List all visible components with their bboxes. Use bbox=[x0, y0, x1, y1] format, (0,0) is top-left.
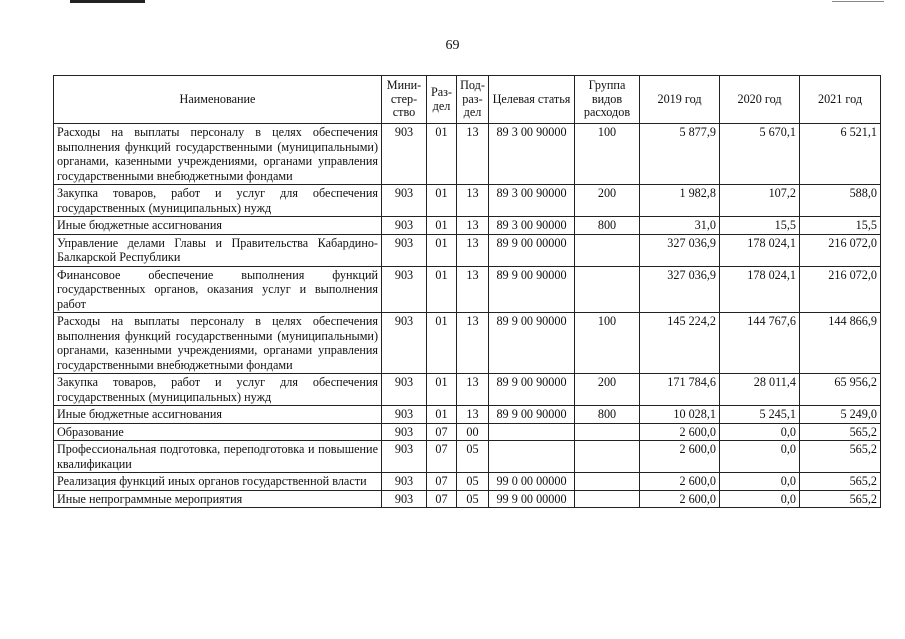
header-section: Раз-дел bbox=[427, 76, 457, 124]
table-row bbox=[54, 217, 881, 235]
row-ministry: 903 bbox=[382, 374, 427, 406]
row-value-2019: 2 600,0 bbox=[640, 490, 720, 508]
row-section: 07 bbox=[427, 423, 457, 441]
row-section: 07 bbox=[427, 490, 457, 508]
row-target-article: 89 9 00 90000 bbox=[489, 374, 575, 406]
row-value-2020: 5 245,1 bbox=[720, 406, 800, 424]
table-body bbox=[54, 124, 881, 508]
row-value-2019: 5 877,9 bbox=[640, 124, 720, 185]
table-header-row bbox=[54, 76, 881, 124]
row-expense-group: 100 bbox=[575, 124, 640, 185]
row-ministry: 903 bbox=[382, 266, 427, 313]
row-target-article: 89 3 00 90000 bbox=[489, 124, 575, 185]
table-row bbox=[54, 374, 881, 406]
row-expense-group bbox=[575, 266, 640, 313]
row-section: 07 bbox=[427, 473, 457, 491]
row-name: Реализация функций иных органов государственной власти bbox=[54, 473, 382, 491]
top-edge-line bbox=[832, 1, 884, 2]
header-2019: 2019 год bbox=[640, 76, 720, 124]
row-ministry: 903 bbox=[382, 124, 427, 185]
row-ministry: 903 bbox=[382, 406, 427, 424]
row-value-2020: 0,0 bbox=[720, 473, 800, 491]
row-value-2019: 2 600,0 bbox=[640, 473, 720, 491]
table-row bbox=[54, 490, 881, 508]
table-row bbox=[54, 185, 881, 217]
row-value-2021: 565,2 bbox=[800, 441, 881, 473]
row-value-2019: 1 982,8 bbox=[640, 185, 720, 217]
row-target-article bbox=[489, 423, 575, 441]
row-value-2019: 327 036,9 bbox=[640, 266, 720, 313]
table-row bbox=[54, 313, 881, 374]
row-section: 01 bbox=[427, 217, 457, 235]
row-value-2020: 15,5 bbox=[720, 217, 800, 235]
table-row bbox=[54, 266, 881, 313]
row-ministry: 903 bbox=[382, 441, 427, 473]
row-value-2019: 171 784,6 bbox=[640, 374, 720, 406]
row-subsection: 13 bbox=[457, 124, 489, 185]
row-section: 01 bbox=[427, 266, 457, 313]
row-expense-group: 200 bbox=[575, 185, 640, 217]
row-value-2020: 28 011,4 bbox=[720, 374, 800, 406]
row-expense-group: 800 bbox=[575, 217, 640, 235]
header-2020: 2020 год bbox=[720, 76, 800, 124]
row-expense-group bbox=[575, 473, 640, 491]
row-value-2020: 178 024,1 bbox=[720, 234, 800, 266]
row-name: Закупка товаров, работ и услуг для обеспечения государственных (муниципальных) нужд bbox=[54, 374, 382, 406]
row-ministry: 903 bbox=[382, 490, 427, 508]
row-value-2021: 588,0 bbox=[800, 185, 881, 217]
row-value-2021: 565,2 bbox=[800, 473, 881, 491]
row-name: Профессиональная подготовка, переподготовка и повышение квалификации bbox=[54, 441, 382, 473]
row-ministry: 903 bbox=[382, 313, 427, 374]
row-target-article: 89 3 00 90000 bbox=[489, 217, 575, 235]
row-subsection: 13 bbox=[457, 217, 489, 235]
row-expense-group: 100 bbox=[575, 313, 640, 374]
row-value-2020: 178 024,1 bbox=[720, 266, 800, 313]
row-subsection: 05 bbox=[457, 473, 489, 491]
row-section: 01 bbox=[427, 313, 457, 374]
row-name: Образование bbox=[54, 423, 382, 441]
row-ministry: 903 bbox=[382, 185, 427, 217]
top-edge-mark bbox=[70, 0, 145, 3]
row-value-2019: 2 600,0 bbox=[640, 423, 720, 441]
row-target-article: 89 9 00 00000 bbox=[489, 234, 575, 266]
table-row bbox=[54, 124, 881, 185]
row-value-2019: 145 224,2 bbox=[640, 313, 720, 374]
page-number: 69 bbox=[445, 38, 460, 53]
table-row bbox=[54, 473, 881, 491]
row-target-article: 89 9 00 90000 bbox=[489, 313, 575, 374]
row-section: 01 bbox=[427, 185, 457, 217]
row-value-2021: 5 249,0 bbox=[800, 406, 881, 424]
row-subsection: 13 bbox=[457, 185, 489, 217]
row-expense-group bbox=[575, 234, 640, 266]
row-ministry: 903 bbox=[382, 217, 427, 235]
row-target-article: 89 3 00 90000 bbox=[489, 185, 575, 217]
row-expense-group bbox=[575, 441, 640, 473]
row-name: Иные непрограммные мероприятия bbox=[54, 490, 382, 508]
row-target-article: 89 9 00 90000 bbox=[489, 406, 575, 424]
budget-table bbox=[53, 75, 881, 508]
row-expense-group: 800 bbox=[575, 406, 640, 424]
row-value-2021: 6 521,1 bbox=[800, 124, 881, 185]
table-row bbox=[54, 441, 881, 473]
row-value-2021: 216 072,0 bbox=[800, 266, 881, 313]
row-ministry: 903 bbox=[382, 473, 427, 491]
header-target-article: Целевая статья bbox=[489, 76, 575, 124]
row-value-2021: 15,5 bbox=[800, 217, 881, 235]
row-value-2020: 144 767,6 bbox=[720, 313, 800, 374]
row-section: 01 bbox=[427, 406, 457, 424]
header-2021: 2021 год bbox=[800, 76, 881, 124]
row-name: Иные бюджетные ассигнования bbox=[54, 406, 382, 424]
row-name: Расходы на выплаты персоналу в целях обеспечения выполнения функций государственными (муниципальными) органами, казенными учреждениями, органами управления государственными внебюджетными фондами bbox=[54, 313, 382, 374]
row-value-2021: 565,2 bbox=[800, 423, 881, 441]
table-row bbox=[54, 234, 881, 266]
header-subsection: Под-раз-дел bbox=[457, 76, 489, 124]
row-section: 01 bbox=[427, 234, 457, 266]
row-subsection: 05 bbox=[457, 490, 489, 508]
row-expense-group bbox=[575, 490, 640, 508]
row-target-article bbox=[489, 441, 575, 473]
row-subsection: 13 bbox=[457, 406, 489, 424]
row-section: 01 bbox=[427, 374, 457, 406]
row-subsection: 13 bbox=[457, 234, 489, 266]
row-target-article: 89 9 00 90000 bbox=[489, 266, 575, 313]
row-expense-group: 200 bbox=[575, 374, 640, 406]
row-value-2019: 31,0 bbox=[640, 217, 720, 235]
row-target-article: 99 9 00 00000 bbox=[489, 490, 575, 508]
row-value-2021: 565,2 bbox=[800, 490, 881, 508]
row-ministry: 903 bbox=[382, 423, 427, 441]
row-value-2020: 0,0 bbox=[720, 423, 800, 441]
row-value-2020: 107,2 bbox=[720, 185, 800, 217]
row-target-article: 99 0 00 00000 bbox=[489, 473, 575, 491]
row-subsection: 00 bbox=[457, 423, 489, 441]
row-subsection: 13 bbox=[457, 266, 489, 313]
row-ministry: 903 bbox=[382, 234, 427, 266]
row-expense-group bbox=[575, 423, 640, 441]
row-value-2019: 327 036,9 bbox=[640, 234, 720, 266]
row-value-2020: 0,0 bbox=[720, 490, 800, 508]
row-name: Управление делами Главы и Правительства Кабардино-Балкарской Республики bbox=[54, 234, 382, 266]
row-name: Закупка товаров, работ и услуг для обеспечения государственных (муниципальных) нужд bbox=[54, 185, 382, 217]
table-row bbox=[54, 406, 881, 424]
table-row bbox=[54, 423, 881, 441]
row-value-2020: 5 670,1 bbox=[720, 124, 800, 185]
row-value-2019: 2 600,0 bbox=[640, 441, 720, 473]
row-name: Иные бюджетные ассигнования bbox=[54, 217, 382, 235]
row-value-2020: 0,0 bbox=[720, 441, 800, 473]
row-name: Финансовое обеспечение выполнения функций государственных органов, оказания услуг и выполнения работ bbox=[54, 266, 382, 313]
row-value-2021: 144 866,9 bbox=[800, 313, 881, 374]
header-expense-group: Группа видов расходов bbox=[575, 76, 640, 124]
row-value-2021: 216 072,0 bbox=[800, 234, 881, 266]
header-name: Наименование bbox=[54, 76, 382, 124]
row-name: Расходы на выплаты персоналу в целях обеспечения выполнения функций государственными (муниципальными) органами, казенными учреждениями, органами управления государственными внебюджетными фондами bbox=[54, 124, 382, 185]
row-section: 01 bbox=[427, 124, 457, 185]
row-section: 07 bbox=[427, 441, 457, 473]
header-ministry: Мини-стер-ство bbox=[382, 76, 427, 124]
row-subsection: 13 bbox=[457, 313, 489, 374]
row-value-2021: 65 956,2 bbox=[800, 374, 881, 406]
row-subsection: 05 bbox=[457, 441, 489, 473]
row-value-2019: 10 028,1 bbox=[640, 406, 720, 424]
row-subsection: 13 bbox=[457, 374, 489, 406]
